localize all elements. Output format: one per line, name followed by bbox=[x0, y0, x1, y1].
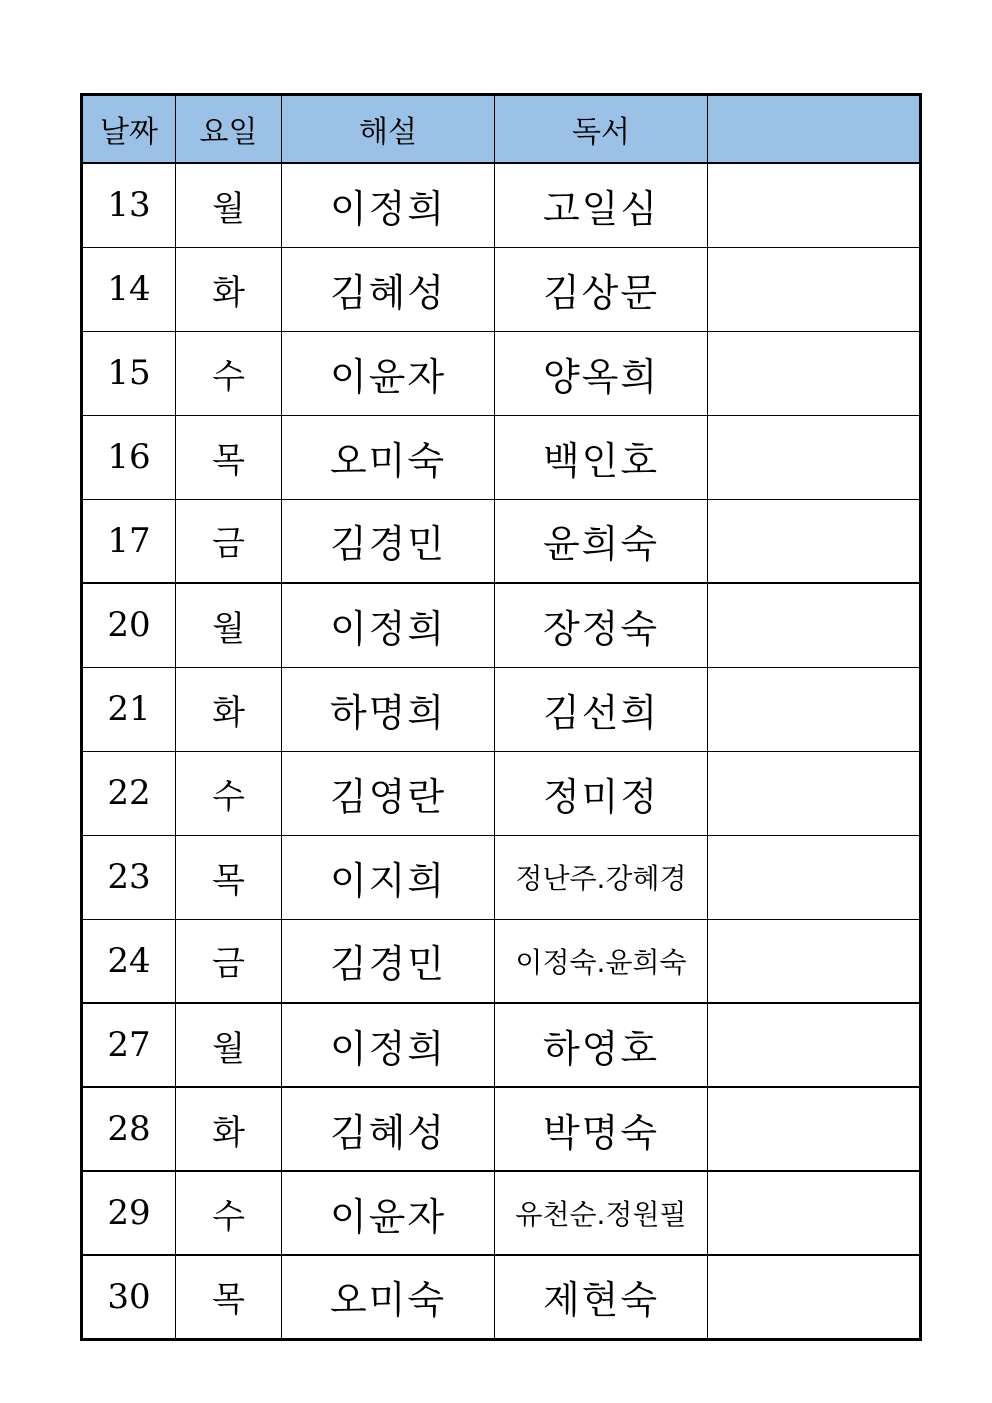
reading-cell: 유천순.정원필 bbox=[495, 1171, 708, 1255]
header-commentary: 해설 bbox=[282, 95, 495, 164]
commentary-cell: 김혜성 bbox=[282, 1087, 495, 1171]
commentary-cell: 이정희 bbox=[282, 163, 495, 247]
table-row bbox=[82, 247, 921, 331]
commentary-cell: 이지희 bbox=[282, 835, 495, 919]
table-row bbox=[82, 415, 921, 499]
extra-cell bbox=[708, 163, 921, 247]
table-row bbox=[82, 1003, 921, 1087]
date-cell: 21 bbox=[82, 667, 176, 751]
commentary-cell: 김영란 bbox=[282, 751, 495, 835]
schedule-table bbox=[80, 93, 922, 1341]
extra-cell bbox=[708, 247, 921, 331]
header-day: 요일 bbox=[176, 95, 282, 164]
day-cell: 화 bbox=[176, 667, 282, 751]
date-cell: 28 bbox=[82, 1087, 176, 1171]
date-cell: 14 bbox=[82, 247, 176, 331]
date-cell: 30 bbox=[82, 1255, 176, 1339]
extra-cell bbox=[708, 751, 921, 835]
commentary-cell: 오미숙 bbox=[282, 1255, 495, 1339]
day-cell: 목 bbox=[176, 415, 282, 499]
header-date: 날짜 bbox=[82, 95, 176, 164]
date-cell: 20 bbox=[82, 583, 176, 667]
table-row bbox=[82, 583, 921, 667]
extra-cell bbox=[708, 583, 921, 667]
date-cell: 15 bbox=[82, 331, 176, 415]
commentary-cell: 김혜성 bbox=[282, 247, 495, 331]
header-extra bbox=[708, 95, 921, 164]
date-cell: 22 bbox=[82, 751, 176, 835]
day-cell: 월 bbox=[176, 1003, 282, 1087]
day-cell: 수 bbox=[176, 751, 282, 835]
commentary-cell: 이정희 bbox=[282, 1003, 495, 1087]
extra-cell bbox=[708, 1171, 921, 1255]
extra-cell bbox=[708, 1087, 921, 1171]
date-cell: 17 bbox=[82, 499, 176, 583]
header-reading: 독서 bbox=[495, 95, 708, 164]
day-cell: 월 bbox=[176, 163, 282, 247]
reading-cell: 제현숙 bbox=[495, 1255, 708, 1339]
day-cell: 금 bbox=[176, 919, 282, 1003]
commentary-cell: 이윤자 bbox=[282, 1171, 495, 1255]
day-cell: 금 bbox=[176, 499, 282, 583]
extra-cell bbox=[708, 919, 921, 1003]
day-cell: 월 bbox=[176, 583, 282, 667]
extra-cell bbox=[708, 1255, 921, 1339]
reading-cell: 김선희 bbox=[495, 667, 708, 751]
reading-cell: 고일심 bbox=[495, 163, 708, 247]
reading-cell: 하영호 bbox=[495, 1003, 708, 1087]
reading-cell: 윤희숙 bbox=[495, 499, 708, 583]
reading-cell: 장정숙 bbox=[495, 583, 708, 667]
table-row bbox=[82, 331, 921, 415]
table-row bbox=[82, 751, 921, 835]
date-cell: 16 bbox=[82, 415, 176, 499]
table-row bbox=[82, 919, 921, 1003]
commentary-cell: 오미숙 bbox=[282, 415, 495, 499]
extra-cell bbox=[708, 1003, 921, 1087]
reading-cell: 정미정 bbox=[495, 751, 708, 835]
table-row bbox=[82, 499, 921, 583]
day-cell: 수 bbox=[176, 1171, 282, 1255]
reading-cell: 양옥희 bbox=[495, 331, 708, 415]
commentary-cell: 김경민 bbox=[282, 919, 495, 1003]
reading-cell: 박명숙 bbox=[495, 1087, 708, 1171]
date-cell: 27 bbox=[82, 1003, 176, 1087]
reading-cell: 김상문 bbox=[495, 247, 708, 331]
table-row bbox=[82, 835, 921, 919]
day-cell: 화 bbox=[176, 1087, 282, 1171]
extra-cell bbox=[708, 835, 921, 919]
extra-cell bbox=[708, 415, 921, 499]
table-row bbox=[82, 1255, 921, 1339]
commentary-cell: 이윤자 bbox=[282, 331, 495, 415]
table-body bbox=[82, 163, 921, 1339]
day-cell: 수 bbox=[176, 331, 282, 415]
commentary-cell: 김경민 bbox=[282, 499, 495, 583]
date-cell: 13 bbox=[82, 163, 176, 247]
extra-cell bbox=[708, 667, 921, 751]
date-cell: 24 bbox=[82, 919, 176, 1003]
reading-cell: 백인호 bbox=[495, 415, 708, 499]
table-row bbox=[82, 667, 921, 751]
extra-cell bbox=[708, 499, 921, 583]
table-row bbox=[82, 163, 921, 247]
day-cell: 목 bbox=[176, 1255, 282, 1339]
commentary-cell: 이정희 bbox=[282, 583, 495, 667]
date-cell: 23 bbox=[82, 835, 176, 919]
header-row bbox=[82, 95, 921, 164]
commentary-cell: 하명희 bbox=[282, 667, 495, 751]
extra-cell bbox=[708, 331, 921, 415]
reading-cell: 이정숙.윤희숙 bbox=[495, 919, 708, 1003]
table-row bbox=[82, 1087, 921, 1171]
table-row bbox=[82, 1171, 921, 1255]
day-cell: 목 bbox=[176, 835, 282, 919]
table-header bbox=[82, 95, 921, 164]
reading-cell: 정난주.강혜경 bbox=[495, 835, 708, 919]
day-cell: 화 bbox=[176, 247, 282, 331]
date-cell: 29 bbox=[82, 1171, 176, 1255]
